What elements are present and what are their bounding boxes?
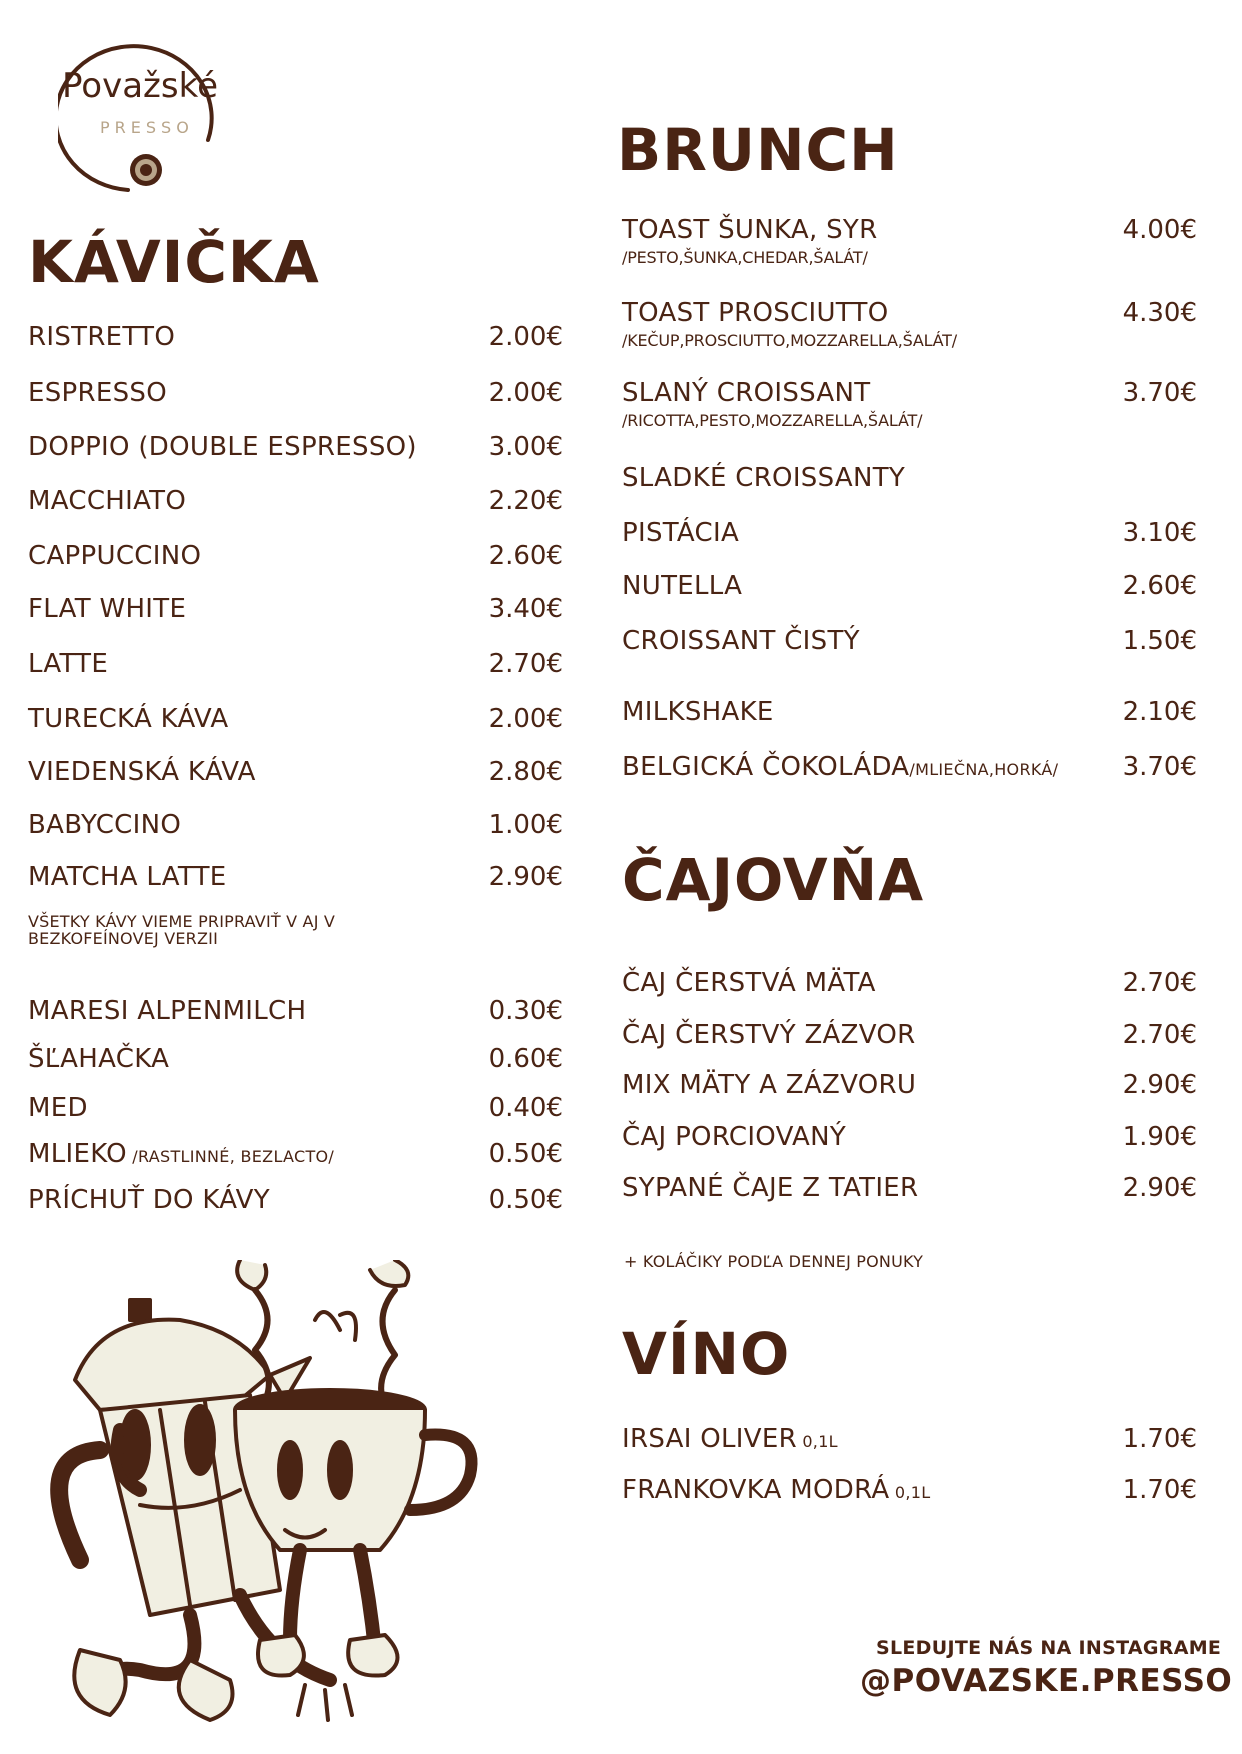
item-price: 0.50€ bbox=[488, 1139, 563, 1169]
item-price: 2.20€ bbox=[488, 486, 563, 516]
cajovna-title: ČAJOVŇA bbox=[622, 846, 925, 914]
coffee-item bbox=[28, 594, 563, 624]
item-name: ČAJ ČERSTVÝ ZÁZVOR bbox=[622, 1020, 916, 1050]
coffee-item bbox=[28, 486, 563, 516]
extra-item bbox=[28, 1139, 563, 1169]
coffee-item bbox=[28, 757, 563, 787]
coffee-characters-illustration bbox=[40, 1260, 510, 1730]
wine-item bbox=[622, 1475, 1197, 1505]
logo-sub: PRESSO bbox=[100, 118, 194, 137]
item-ingredients: /KEČUP,PROSCIUTTO,MOZZARELLA,ŠALÁT/ bbox=[622, 331, 957, 350]
item-price: 3.40€ bbox=[488, 594, 563, 624]
drink-item bbox=[622, 697, 1197, 727]
extra-item bbox=[28, 996, 563, 1026]
item-ingredients: /PESTO,ŠUNKA,CHEDAR,ŠALÁT/ bbox=[622, 248, 868, 267]
item-name: IRSAI OLIVER 0,1L bbox=[622, 1424, 838, 1454]
item-price: 3.70€ bbox=[1122, 752, 1197, 782]
coffee-item bbox=[28, 432, 563, 462]
logo bbox=[58, 40, 238, 195]
item-price: 2.60€ bbox=[1122, 571, 1197, 601]
item-name: ŠĽAHAČKA bbox=[28, 1044, 170, 1074]
item-name: MATCHA LATTE bbox=[28, 862, 227, 892]
item-name: TOAST ŠUNKA, SYR bbox=[622, 215, 878, 245]
coffee-cup-icon bbox=[235, 1260, 472, 1720]
drink-item bbox=[622, 752, 1197, 782]
item-name: PRÍCHUŤ DO KÁVY bbox=[28, 1185, 270, 1215]
extra-item bbox=[28, 1093, 563, 1123]
brunch-item bbox=[622, 378, 1197, 408]
item-name: TOAST PROSCIUTTO bbox=[622, 298, 889, 328]
croissant-item bbox=[622, 626, 1197, 656]
item-detail: /MLIEČNA,HORKÁ/ bbox=[909, 760, 1059, 779]
item-price: 3.70€ bbox=[1122, 378, 1197, 408]
coffee-item bbox=[28, 862, 563, 892]
item-price: 1.50€ bbox=[1122, 626, 1197, 656]
instagram-handle[interactable]: @POVAZSKE.PRESSO bbox=[860, 1663, 1233, 1699]
item-price: 2.90€ bbox=[1122, 1070, 1197, 1100]
item-name: MACCHIATO bbox=[28, 486, 187, 516]
instagram-caption: SLEDUJTE NÁS NA INSTAGRAME bbox=[876, 1637, 1222, 1659]
kavicka-note: VŠETKY KÁVY VIEME PRIPRAVIŤ V AJ V BEZKOFEÍNOVEJ VERZII bbox=[28, 912, 336, 948]
brunch-item bbox=[622, 215, 1197, 245]
coffee-item bbox=[28, 704, 563, 734]
item-name: DOPPIO (DOUBLE ESPRESSO) bbox=[28, 432, 417, 462]
item-name: MARESI ALPENMILCH bbox=[28, 996, 307, 1026]
item-price: 4.30€ bbox=[1122, 298, 1197, 328]
item-name: VIEDENSKÁ KÁVA bbox=[28, 757, 256, 787]
item-name: ČAJ ČERSTVÁ MÄTA bbox=[622, 968, 876, 998]
item-name: SLANÝ CROISSANT bbox=[622, 378, 871, 408]
sweet-title: SLADKÉ CROISSANTY bbox=[622, 463, 906, 493]
item-name: MED bbox=[28, 1093, 88, 1123]
item-price: 2.70€ bbox=[488, 649, 563, 679]
item-price: 0.30€ bbox=[488, 996, 563, 1026]
item-name: ESPRESSO bbox=[28, 378, 167, 408]
item-price: 4.00€ bbox=[1122, 215, 1197, 245]
item-name: ČAJ PORCIOVANÝ bbox=[622, 1122, 847, 1152]
item-price: 2.80€ bbox=[488, 757, 563, 787]
item-name: FLAT WHITE bbox=[28, 594, 187, 624]
coffee-item bbox=[28, 810, 563, 840]
wine-item bbox=[622, 1424, 1197, 1454]
item-ingredients: /RICOTTA,PESTO,MOZZARELLA,ŠALÁT/ bbox=[622, 411, 923, 430]
item-detail: /RASTLINNÉ, BEZLACTO/ bbox=[126, 1147, 335, 1166]
item-name: LATTE bbox=[28, 649, 109, 679]
item-price: 2.00€ bbox=[488, 322, 563, 352]
item-price: 2.70€ bbox=[1122, 1020, 1197, 1050]
item-name: CROISSANT ČISTÝ bbox=[622, 626, 860, 656]
tea-item bbox=[622, 1070, 1197, 1100]
item-price: 1.90€ bbox=[1122, 1122, 1197, 1152]
item-name: SYPANÉ ČAJE Z TATIER bbox=[622, 1173, 919, 1203]
extra-item bbox=[28, 1044, 563, 1074]
coffee-item bbox=[28, 541, 563, 571]
tea-item bbox=[622, 1122, 1197, 1152]
item-price: 1.70€ bbox=[1122, 1424, 1197, 1454]
item-price: 2.00€ bbox=[488, 704, 563, 734]
item-price: 2.90€ bbox=[1122, 1173, 1197, 1203]
brunch-item bbox=[622, 298, 1197, 328]
item-name: BABYCCINO bbox=[28, 810, 182, 840]
coffee-item bbox=[28, 322, 563, 352]
vino-title: VÍNO bbox=[622, 1320, 791, 1388]
item-name: MLIEKO /RASTLINNÉ, BEZLACTO/ bbox=[28, 1139, 335, 1169]
kavicka-title: KÁVIČKA bbox=[28, 228, 320, 296]
item-detail: 0,1L bbox=[796, 1432, 838, 1451]
item-price: 0.50€ bbox=[488, 1185, 563, 1215]
item-price: 2.90€ bbox=[488, 862, 563, 892]
cajovna-note: + KOLÁČIKY PODĽA DENNEJ PONUKY bbox=[624, 1252, 924, 1271]
item-price: 2.10€ bbox=[1122, 697, 1197, 727]
item-name: FRANKOVKA MODRÁ 0,1L bbox=[622, 1475, 931, 1505]
item-name: TURECKÁ KÁVA bbox=[28, 704, 229, 734]
extra-item bbox=[28, 1185, 563, 1215]
tea-item bbox=[622, 1173, 1197, 1203]
item-name: CAPPUCCINO bbox=[28, 541, 202, 571]
item-detail: 0,1L bbox=[889, 1483, 931, 1502]
item-price: 2.60€ bbox=[488, 541, 563, 571]
coffee-item bbox=[28, 378, 563, 408]
item-price: 1.70€ bbox=[1122, 1475, 1197, 1505]
item-price: 1.00€ bbox=[488, 810, 563, 840]
brunch-title: BRUNCH bbox=[617, 116, 899, 184]
item-price: 2.00€ bbox=[488, 378, 563, 408]
item-price: 0.40€ bbox=[488, 1093, 563, 1123]
item-name: MILKSHAKE bbox=[622, 697, 774, 727]
croissant-item bbox=[622, 518, 1197, 548]
tea-item bbox=[622, 968, 1197, 998]
coffee-item bbox=[28, 649, 563, 679]
item-price: 3.00€ bbox=[488, 432, 563, 462]
logo-name: Považské bbox=[62, 66, 219, 106]
croissant-item bbox=[622, 571, 1197, 601]
tea-item bbox=[622, 1020, 1197, 1050]
item-name: BELGICKÁ ČOKOLÁDA/MLIEČNA,HORKÁ/ bbox=[622, 752, 1059, 782]
item-name: MIX MÄTY A ZÁZVORU bbox=[622, 1070, 917, 1100]
item-price: 3.10€ bbox=[1122, 518, 1197, 548]
item-price: 0.60€ bbox=[488, 1044, 563, 1074]
item-name: NUTELLA bbox=[622, 571, 743, 601]
item-name: RISTRETTO bbox=[28, 322, 176, 352]
item-price: 2.70€ bbox=[1122, 968, 1197, 998]
item-name: PISTÁCIA bbox=[622, 518, 740, 548]
